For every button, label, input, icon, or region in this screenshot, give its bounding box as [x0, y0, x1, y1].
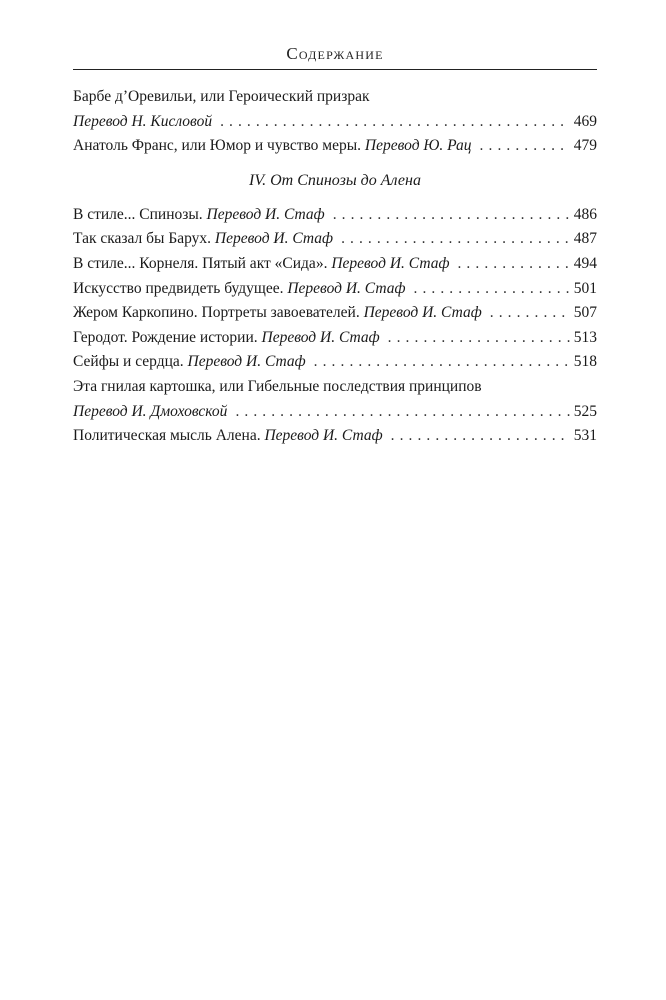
entry-title: В стиле... Корнеля. Пятый акт «Сида». [73, 254, 332, 272]
dot-leader [235, 400, 569, 425]
toc-entry[interactable] [73, 134, 597, 159]
header-rule [73, 69, 597, 70]
entry-text [73, 301, 482, 326]
entry-title-line: Эта гнилая картошка, или Гибельные последствия принципов [73, 377, 482, 395]
entry-line [73, 110, 597, 135]
entry-line [73, 301, 597, 326]
entry-line [73, 400, 597, 425]
toc-entry[interactable] [73, 375, 597, 424]
entry-translator: Перевод И. Стаф [187, 353, 306, 371]
entry-text [73, 252, 449, 277]
entry-line [73, 277, 597, 302]
entry-page-number: 486 [573, 205, 597, 223]
entry-text [73, 134, 472, 159]
entry-text [73, 110, 212, 135]
entry-page-number: 525 [573, 402, 597, 420]
entry-title: Геродот. Рождение истории. [73, 328, 262, 346]
entry-title: Сейфы и сердца. [73, 353, 188, 371]
entry-translator: Перевод И. Стаф [264, 427, 383, 445]
entry-text [73, 326, 380, 351]
toc-entry[interactable] [73, 252, 597, 277]
entry-text [73, 277, 406, 302]
entry-text [73, 350, 306, 375]
toc-entry[interactable] [73, 277, 597, 302]
running-head: Содержание [286, 44, 384, 63]
dot-leader [341, 227, 570, 252]
table-of-contents [73, 85, 597, 449]
toc-entry[interactable] [73, 350, 597, 375]
toc-entry[interactable] [73, 326, 597, 351]
entry-title: Так сказал бы Барух. [73, 230, 215, 248]
toc-entry[interactable] [73, 203, 597, 228]
toc-entry[interactable] [73, 85, 597, 134]
entry-translator: Перевод И. Стаф [206, 205, 325, 223]
entry-page-number: 479 [573, 137, 597, 155]
entry-line [73, 424, 597, 449]
dot-leader [480, 134, 570, 159]
entry-text [73, 203, 325, 228]
entry-text [73, 227, 333, 252]
entry-title: В стиле... Спинозы. [73, 205, 207, 223]
entry-line [73, 227, 597, 252]
entry-page-number: 507 [573, 304, 597, 322]
entry-text [73, 424, 383, 449]
entry-line [73, 350, 597, 375]
toc-entry[interactable] [73, 301, 597, 326]
entry-page-number: 531 [573, 427, 597, 445]
entry-line [73, 326, 597, 351]
section-heading[interactable]: IV. От Спинозы до Алена [249, 171, 421, 189]
entry-page-number: 469 [573, 112, 597, 130]
entry-line [73, 252, 597, 277]
dot-leader [333, 203, 570, 228]
entry-title: Жером Каркопино. Портреты завоевателей. [73, 304, 364, 322]
entry-line [73, 203, 597, 228]
entry-translator: Перевод И. Стаф [214, 230, 334, 248]
entry-page-number: 501 [573, 279, 597, 297]
entry-page-number: 518 [573, 353, 597, 371]
dot-leader [490, 301, 570, 326]
dot-leader [457, 252, 569, 277]
entry-translator: Перевод И. Стаф [261, 328, 380, 346]
dot-leader [220, 110, 570, 135]
entry-title-line: Барбе д’Оревильи, или Героический призрак [73, 88, 370, 105]
entry-translator: Перевод Н. Кисловой [73, 112, 213, 130]
entry-title: Политическая мысль Алена. [73, 427, 265, 445]
entry-page-number: 494 [573, 254, 597, 272]
dot-leader [314, 350, 570, 375]
entry-translator: Перевод И. Стаф [287, 279, 406, 297]
toc-entry[interactable] [73, 424, 597, 449]
entry-page-number: 487 [573, 230, 597, 248]
entry-title: Искусство предвидеть будущее. [73, 279, 288, 297]
entry-translator: Перевод И. Дмоховской [73, 402, 228, 420]
toc-entry[interactable] [73, 227, 597, 252]
entry-translator: Перевод И. Стаф [331, 254, 450, 272]
entry-title: Анатоль Франс, или Юмор и чувство меры. [73, 137, 365, 155]
entry-translator: Перевод И. Стаф [363, 304, 482, 322]
dot-leader [414, 277, 570, 302]
entry-text [73, 400, 227, 425]
entry-line [73, 134, 597, 159]
entry-page-number: 513 [573, 328, 597, 346]
entry-translator: Перевод Ю. Рац [364, 137, 472, 155]
dot-leader [388, 326, 570, 351]
dot-leader [391, 424, 570, 449]
